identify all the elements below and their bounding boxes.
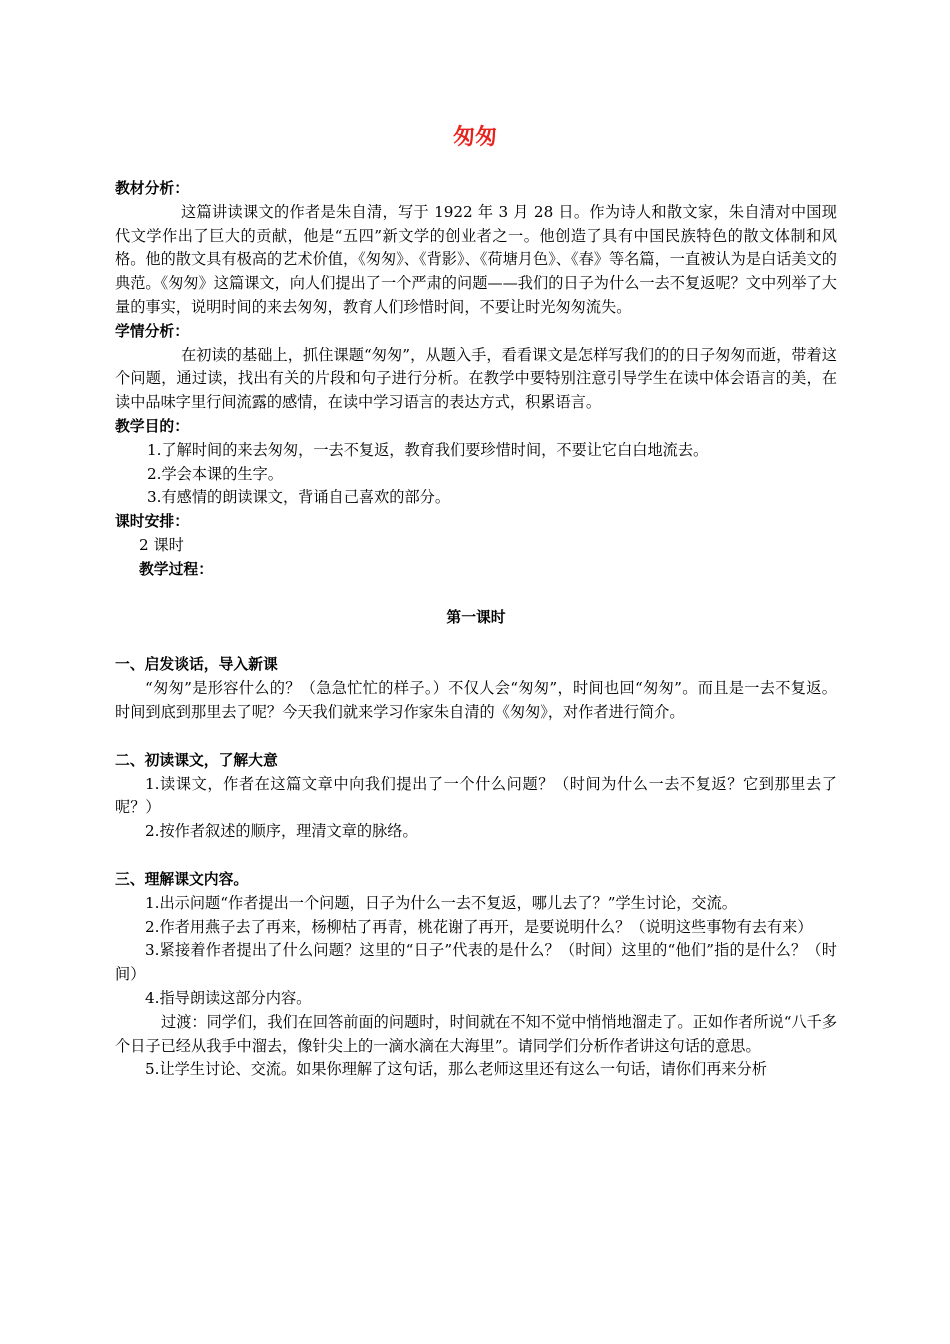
paragraph-transition: 过渡：同学们，我们在回答前面的问题时，时间就在不知不觉中悄悄地溜走了。正如作者所说“八千多个日子已经从我手中溜去，像针尖上的一滴水滴在大海里”。请同学们分析作者讲这句话的意思。 — [115, 1012, 838, 1055]
paragraph-material-analysis: 这篇讲读课文的作者是朱自清，写于 1922 年 3 月 28 日。作为诗人和散文家，朱自清对中国现代文学作出了巨大的贡献，他是“五四”新文学的创业者之一。他创造了具有中国民族特色的散文体制和风格。他的散文具有极高的艺术价值，《匆匆》、《背影》、《荷塘月色》、《春》等名篇，一直被认为是白话美文的典范。《匆匆》这篇课文，向人们提出了一个严肃的问题——我们的日子为什么一去不复返呢？文中列举了大量的事实，说明时间的来去匆匆，教育人们珍惜时间，不要让时光匆匆流失。 — [115, 202, 837, 316]
step-heading-3: 三、理解课文内容。 — [115, 870, 249, 888]
step-heading-2: 二、初读课文，了解大意 — [115, 751, 278, 769]
list-item: 2.作者用燕子去了再来，杨柳枯了再青，桃花谢了再开，是要说明什么？（说明这些事物有去有来） — [145, 917, 813, 936]
document-title: 匆匆 — [452, 125, 497, 150]
section-heading-material: 教材分析： — [115, 180, 189, 197]
list-item: 2.学会本课的生字。 — [147, 464, 283, 483]
section-heading-schedule: 课时安排： — [115, 513, 189, 531]
lesson-title: 第一课时 — [446, 608, 506, 626]
list-item: 5.让学生讨论、交流。如果你理解了这句话，那么老师这里还有这么一句话，请你们再来分析 — [145, 1060, 767, 1079]
list-item: 2.按作者叙述的顺序，理清文章的脉络。 — [145, 822, 418, 841]
step-heading-1: 一、启发谈话，导入新课 — [115, 656, 278, 674]
list-item: 1.了解时间的来去匆匆，一去不复返，教育我们要珍惜时间，不要让它白白地流去。 — [147, 440, 709, 459]
paragraph-step-1: “匆匆”是形容什么的？（急急忙忙的样子。）不仅人会“匆匆”，时间也回“匆匆”。而且是一去不复返。时间到底到那里去了呢？今天我们就来学习作家朱自清的《匆匆》，对作者进行简介。 — [115, 679, 837, 721]
schedule-text: 2 课时 — [139, 535, 184, 554]
list-item: 4.指导朗读这部分内容。 — [145, 988, 312, 1007]
paragraph-student-analysis: 在初读的基础上，抓住课题“匆匆”，从题入手，看看课文是怎样写我们的的日子匆匆而逝，带着这个问题，通过读，找出有关的片段和句子进行分析。在教学中要特别注意引导学生在读中体会语言的美，在读中品味字里行间流露的感情，在读中学习语言的表达方式，积累语言。 — [115, 345, 837, 412]
section-heading-process: 教学过程： — [139, 560, 213, 578]
list-item: 3.紧接着作者提出了什么问题？这里的“日子”代表的是什么？（时间）这里的“他们”指的是什么？（时间） — [115, 941, 837, 984]
document-body — [115, 177, 837, 1082]
list-item: 3.有感情的朗读课文，背诵自己喜欢的部分。 — [147, 488, 451, 507]
list-item: 1.出示问题“作者提出一个问题，日子为什么一去不复返，哪儿去了？”学生讨论，交流。 — [145, 893, 737, 912]
section-heading-goals: 教学目的： — [115, 417, 189, 435]
list-item: 1.读课文，作者在这篇文章中向我们提出了一个什么问题？（时间为什么一去不复返？它到那里去了呢？） — [115, 774, 837, 817]
section-heading-students: 学情分析： — [115, 322, 189, 340]
